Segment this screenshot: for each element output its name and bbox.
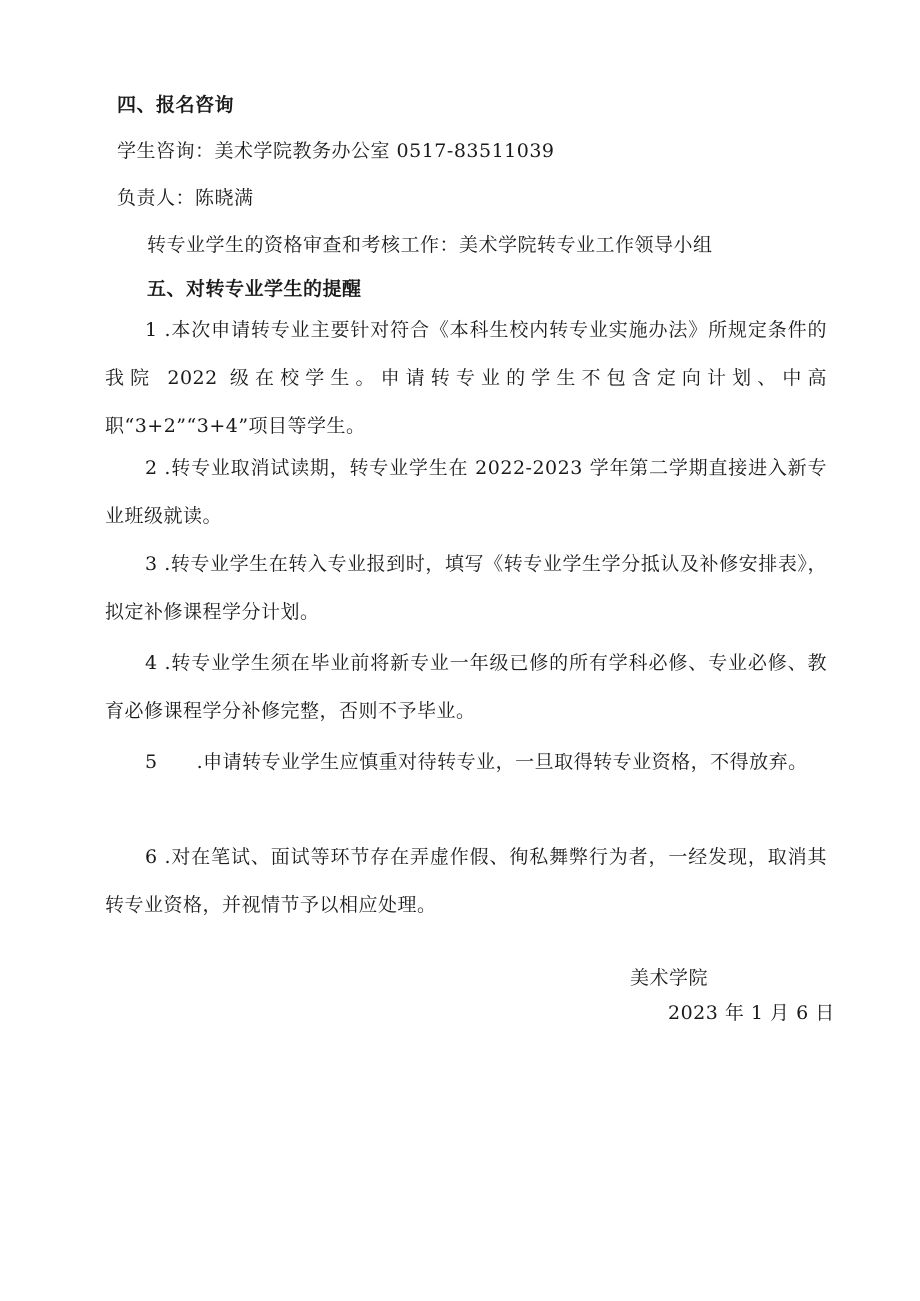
reminder-item-1: 1 .本次申请转专业主要针对符合《本科生校内转专业实施办法》所规定条件的我院 2022 级在校学生。申请转专业的学生不包含定向计划、中高职“3+2”“3+4”项目等学生。	[105, 319, 827, 437]
reminder-item-4: 4 .转专业学生须在毕业前将新专业一年级已修的所有学科必修、专业必修、教育必修课程学分补修完整，否则不予毕业。	[105, 652, 827, 722]
person-line: 负责人：陈晓满	[117, 187, 254, 209]
section-4-heading: 四、报名咨询	[117, 94, 235, 116]
review-line: 转专业学生的资格审查和考核工作：美术学院转专业工作领导小组	[147, 234, 713, 256]
reminder-item-3: 3 .转专业学生在转入专业报到时，填写《转专业学生学分抵认及补修安排表》，拟定补修课程学分计划。	[105, 553, 827, 623]
consult-line: 学生咨询：美术学院教务办公室 0517-83511039	[117, 140, 555, 162]
reminder-item-5: 5 .申请转专业学生应慎重对待转专业，一旦取得转专业资格，不得放弃。	[145, 751, 808, 773]
reminder-item-6: 6 .对在笔试、面试等环节存在弄虚作假、徇私舞弊行为者，一经发现，取消其转专业资格，并视情节予以相应处理。	[105, 846, 827, 916]
signature-org: 美术学院	[630, 967, 709, 989]
signature-date: 2023 年 1 月 6 日	[668, 1002, 835, 1024]
reminder-item-2: 2 .转专业取消试读期，转专业学生在 2022-2023 学年第二学期直接进入新专业班级就读。	[105, 457, 827, 527]
section-5-heading: 五、对转专业学生的提醒	[147, 278, 362, 300]
